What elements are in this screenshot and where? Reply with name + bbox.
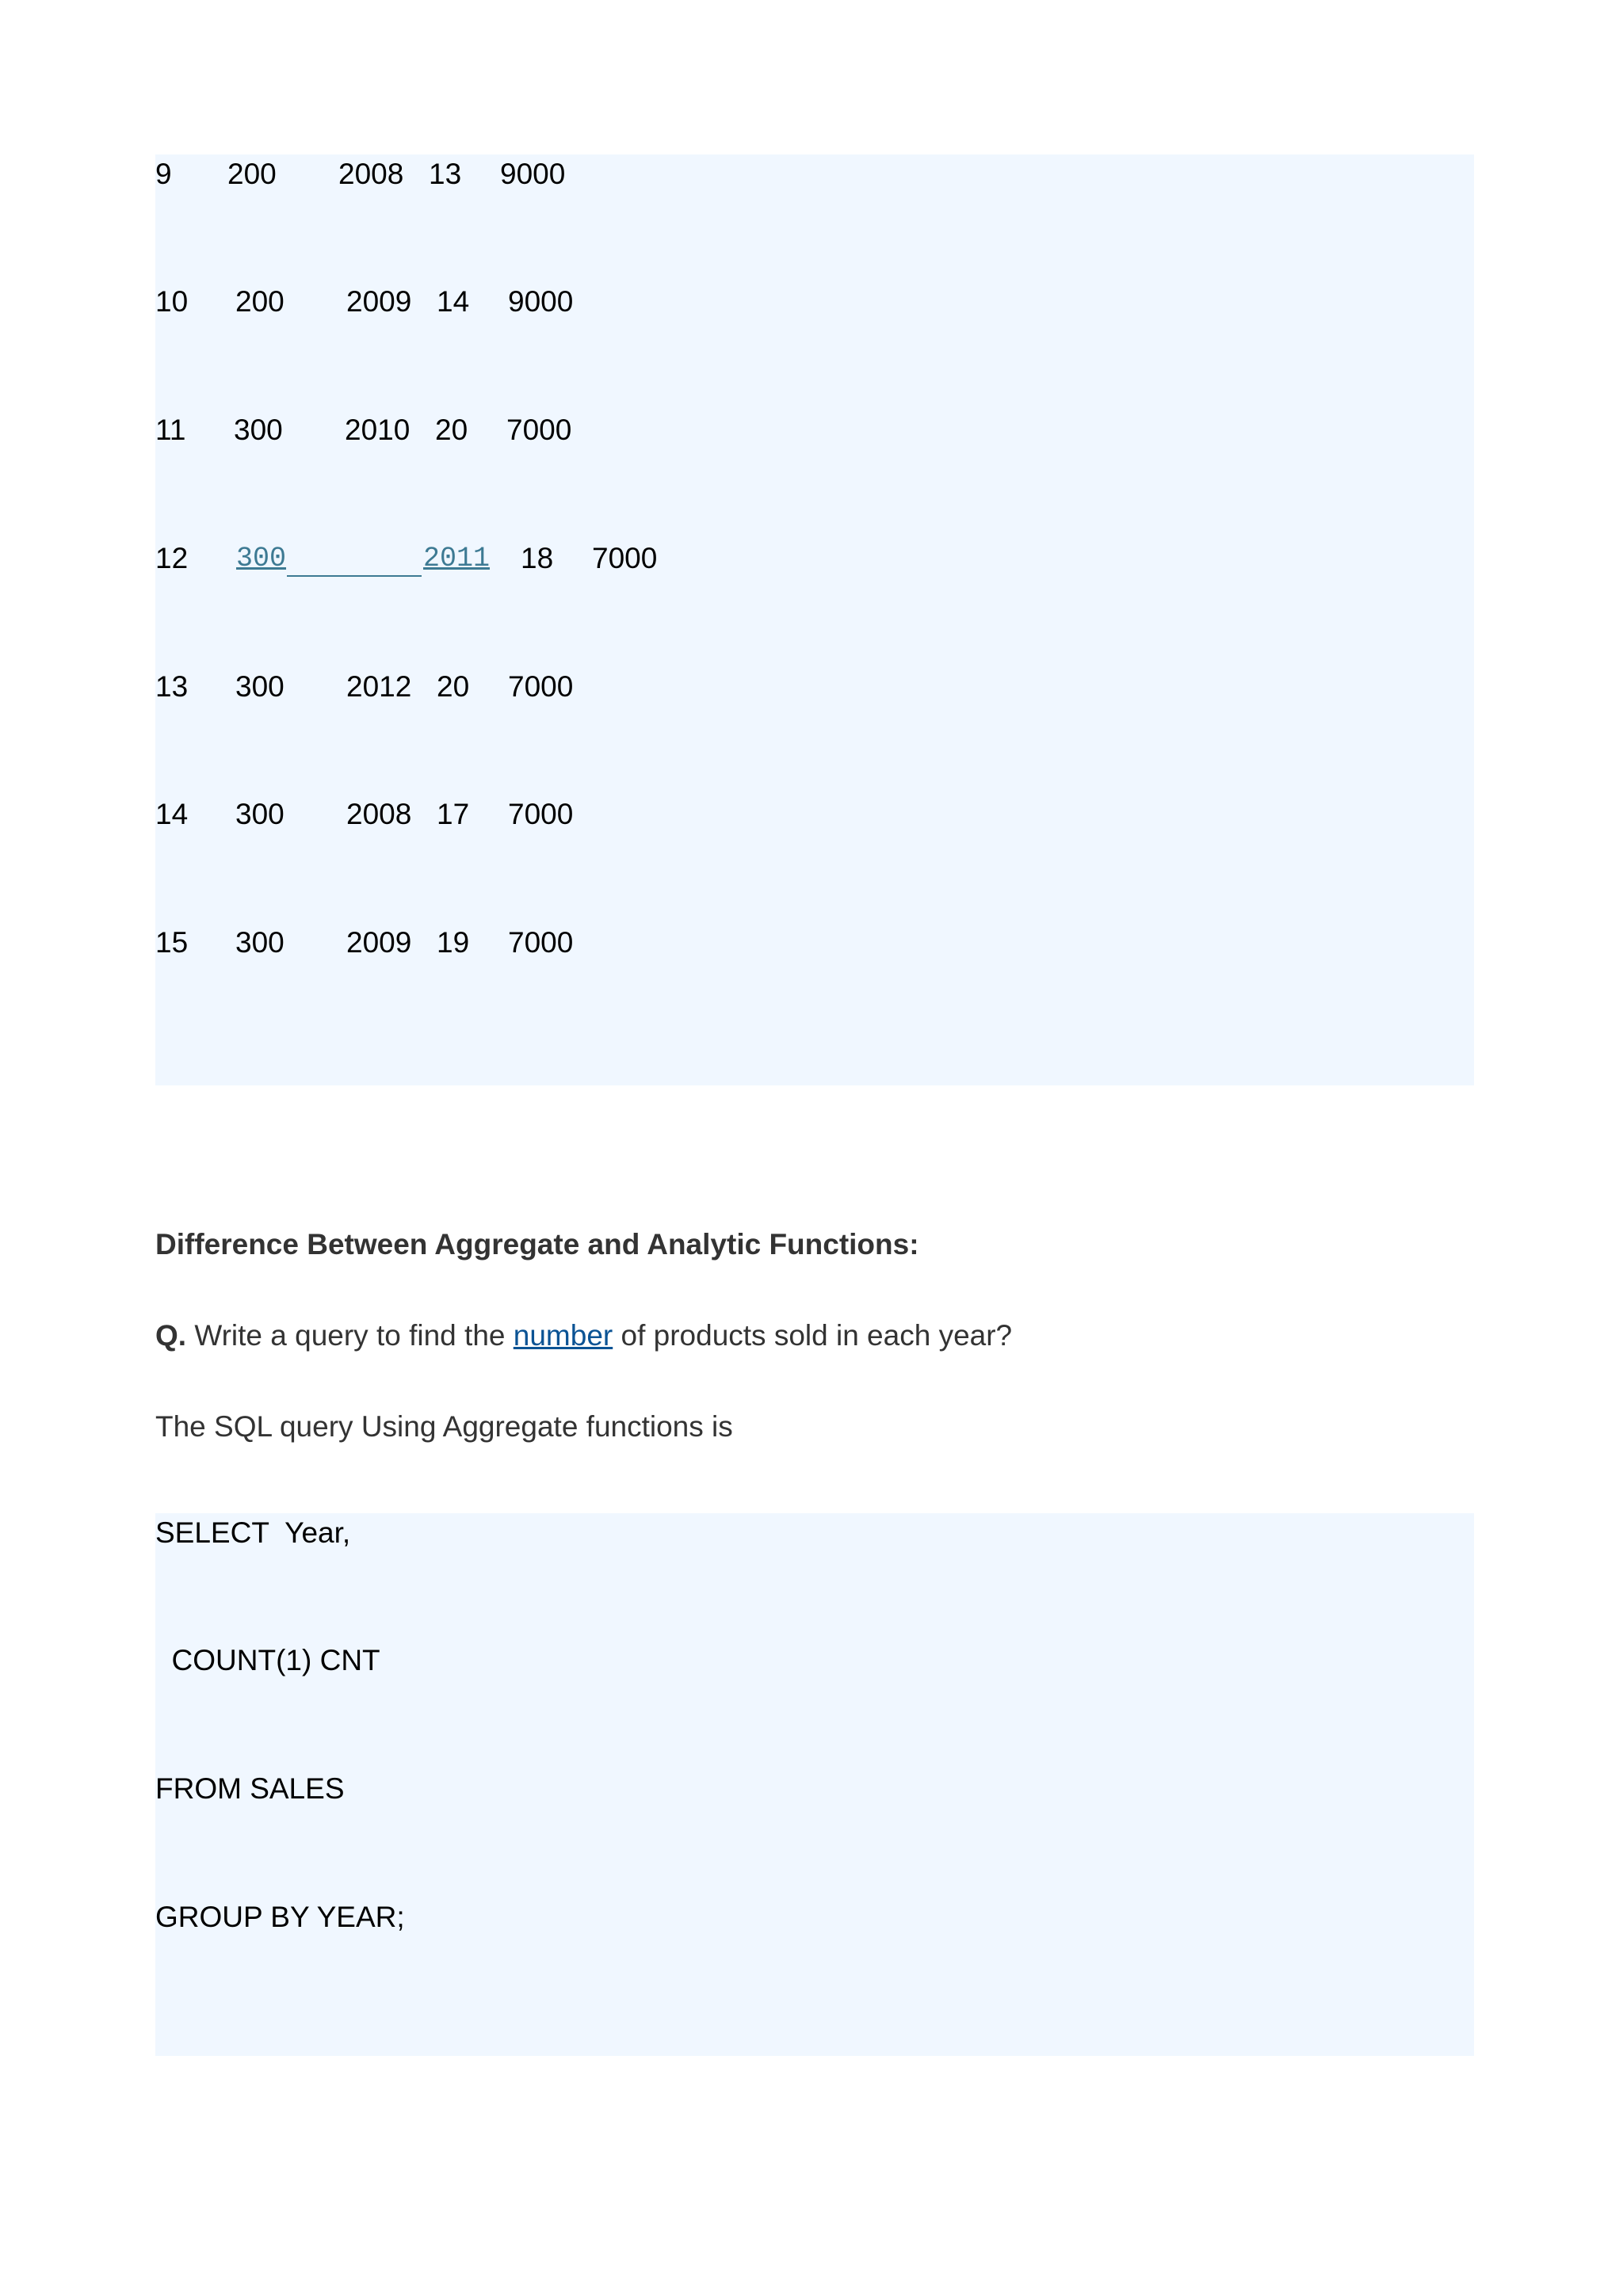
link-underline-gap — [287, 539, 422, 577]
section-heading: Difference Between Aggregate and Analytic Functions: — [155, 1228, 919, 1261]
row-product-id: 10 — [155, 285, 189, 318]
sql-line: FROM SALES — [155, 1772, 345, 1805]
row-product: 300 — [235, 926, 285, 959]
row-product-id: 15 — [155, 926, 189, 959]
row-quantity: 20 — [437, 670, 470, 703]
sales-row — [155, 410, 572, 450]
question-label: Q. — [155, 1319, 187, 1352]
row-quantity: 14 — [437, 285, 470, 318]
row-product-link[interactable]: 300 — [236, 543, 287, 574]
sales-row — [155, 154, 566, 194]
row-product: 200 — [227, 158, 277, 190]
row-year: 2008 — [338, 158, 404, 190]
row-year: 2010 — [345, 414, 411, 446]
row-price: 7000 — [592, 542, 658, 574]
sales-data-code-block — [155, 154, 1474, 1085]
row-product-id: 14 — [155, 798, 189, 830]
row-quantity: 13 — [429, 158, 462, 190]
sql-query-code-block — [155, 1513, 1474, 2056]
row-price: 9000 — [500, 158, 566, 190]
row-year: 2008 — [346, 798, 412, 830]
row-year: 2009 — [346, 926, 412, 959]
question-text-after: of products sold in each year? — [613, 1319, 1013, 1352]
row-product-id: 11 — [155, 414, 186, 446]
row-product: 300 — [235, 670, 285, 703]
row-quantity: 20 — [435, 414, 468, 446]
sales-row — [155, 667, 574, 707]
row-price: 7000 — [506, 414, 572, 446]
row-product: 300 — [235, 798, 285, 830]
number-link[interactable]: number — [513, 1319, 613, 1352]
sales-row — [155, 795, 574, 834]
row-product: 200 — [235, 285, 285, 318]
row-year-link[interactable]: 2011 — [423, 543, 491, 574]
sales-row — [155, 539, 658, 578]
row-year: 2012 — [346, 670, 412, 703]
row-year: 2009 — [346, 285, 412, 318]
row-product: 300 — [234, 414, 283, 446]
query-intro-text: The SQL query Using Aggregate functions is — [155, 1410, 733, 1443]
row-price: 7000 — [508, 798, 574, 830]
row-product-id: 13 — [155, 670, 189, 703]
question-paragraph — [155, 1316, 1012, 1356]
row-product-id: 9 — [155, 158, 172, 190]
row-quantity: 19 — [437, 926, 470, 959]
sql-line: COUNT(1) CNT — [155, 1644, 380, 1676]
sql-line: SELECT Year, — [155, 1516, 351, 1549]
row-product-id: 12 — [155, 542, 189, 574]
sql-line: GROUP BY YEAR; — [155, 1901, 405, 1933]
row-quantity: 17 — [437, 798, 470, 830]
row-quantity: 18 — [521, 542, 554, 574]
sales-row — [155, 923, 574, 963]
sales-row — [155, 282, 574, 322]
row-price: 7000 — [508, 926, 574, 959]
row-price: 9000 — [508, 285, 574, 318]
question-text-before: Write a query to find the — [186, 1319, 514, 1352]
row-price: 7000 — [508, 670, 574, 703]
